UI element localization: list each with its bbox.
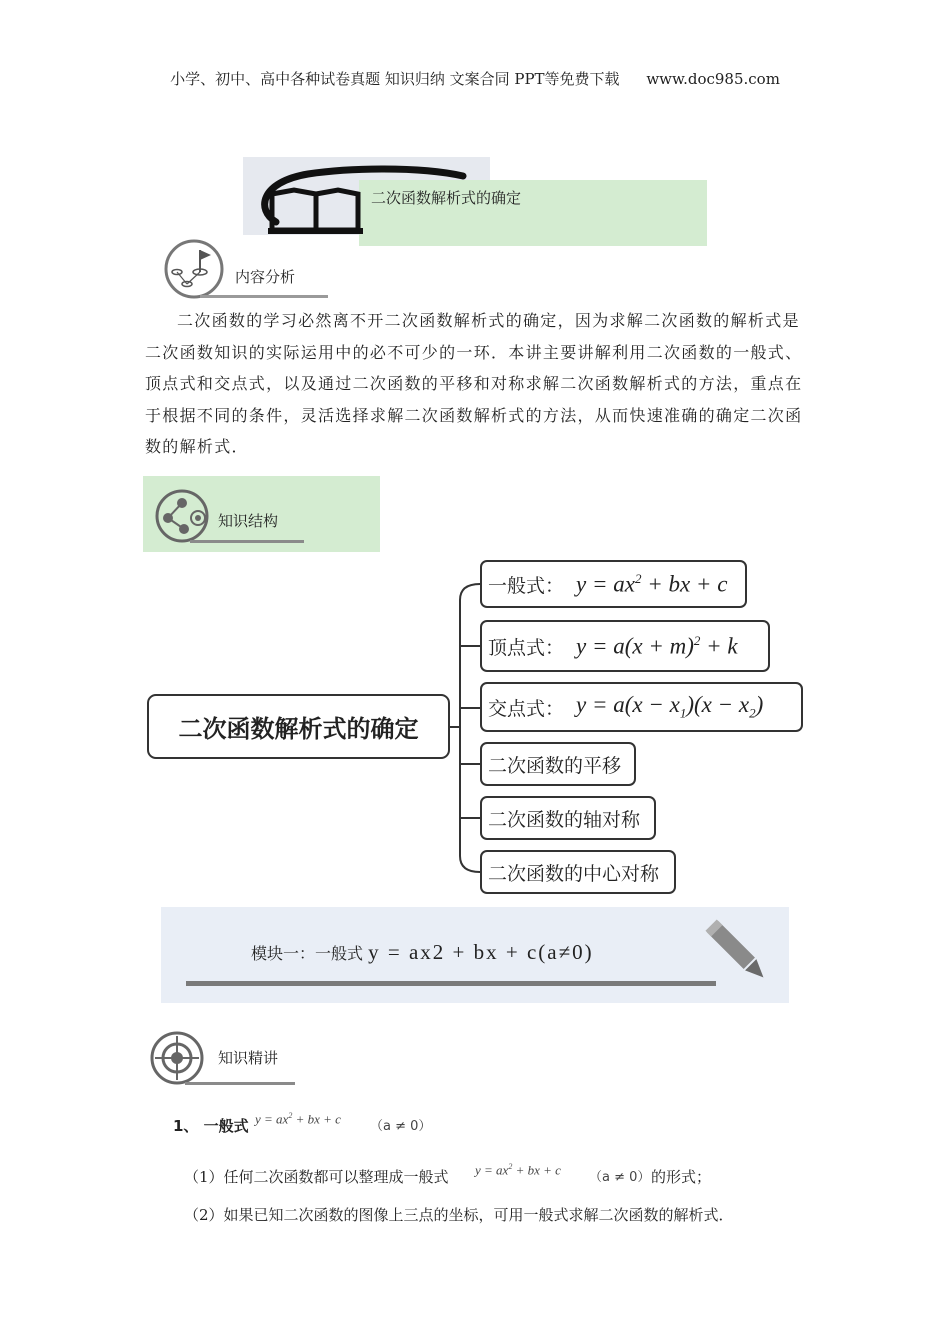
general-form-formula: $y = ax^2$ + bx + c <box>576 570 728 597</box>
section-underline <box>200 295 328 298</box>
item-1-title: 1、 一般式 <box>173 1117 249 1135</box>
item-1-condition: （a ≠ 0） <box>370 1119 432 1134</box>
intro-paragraph: 二次函数的学习必然离不开二次函数解析式的确定，因为求解二次函数的解析式是二次函数知识的实际运用中的必不可少的一环．本讲主要讲解利用二次函数的一般式、顶点式和交点式，以及通过二次函数的平移和对称求解二次函数解析式的方法，重点在于根据不同的条件，灵活选择求解二次函数解析式的方法，从而快速准确的确定二次函数的解析式． <box>145 311 803 456</box>
vertex-form-formula: $y = a(x + m)^2 + k$ <box>576 632 738 659</box>
banner-title: 二次函数解析式的确定 <box>371 189 522 207</box>
line-1-formula: $y = ax^2$ + bx + c <box>475 1162 561 1178</box>
node-label: 顶点式： <box>488 636 565 659</box>
mindmap-root: 二次函数解析式的确定 <box>147 694 450 759</box>
pencil-icon <box>700 914 776 990</box>
mindmap-node-translation: 二次函数的平移 <box>480 742 636 786</box>
section-title-content-analysis: 内容分析 <box>235 268 296 286</box>
section-title-knowledge-structure: 知识结构 <box>218 512 279 530</box>
item-1-formula: $y = ax^2$ + bx + c <box>255 1111 341 1127</box>
section-underline <box>185 1082 295 1085</box>
module-prefix: 模块一：一般式 <box>251 944 364 963</box>
section-title-knowledge-explain: 知识精讲 <box>218 1049 279 1067</box>
mindmap-node-axis-symmetry: 二次函数的轴对称 <box>480 796 656 840</box>
line-1-suffix: 的形式； <box>651 1168 712 1186</box>
header-site: www.doc985.com <box>646 70 780 88</box>
line-2-text: （2）如果已知二次函数的图像上三点的坐标，可用一般式求解二次函数的解析式． <box>184 1206 734 1224</box>
flag-target-icon <box>163 238 225 300</box>
module-formula: y = ax2 + bx + c(a≠0) <box>368 940 594 964</box>
module-underline <box>186 981 716 986</box>
line-1-condition: （a ≠ 0） <box>589 1170 651 1185</box>
module-title <box>251 940 594 965</box>
page-header <box>0 68 950 89</box>
line-1-text: （1）任何二次函数都可以整理成一般式 <box>184 1168 449 1186</box>
node-label: 一般式： <box>488 574 565 597</box>
header-text: 小学、初中、高中各种试卷真题 知识归纳 文案合同 PPT等免费下载 <box>170 70 620 88</box>
mindmap-node-general-form <box>480 560 747 608</box>
section-underline <box>190 540 304 543</box>
target-icon <box>149 1030 205 1086</box>
mindmap-node-intercept-form <box>480 682 803 732</box>
mindmap-node-vertex-form <box>480 620 770 672</box>
node-label: 交点式： <box>488 697 565 720</box>
intercept-form-formula: $y = a(x - x_1)(x - x_2)$ <box>576 692 764 721</box>
network-icon <box>154 488 214 544</box>
mindmap-node-center-symmetry: 二次函数的中心对称 <box>480 850 676 894</box>
